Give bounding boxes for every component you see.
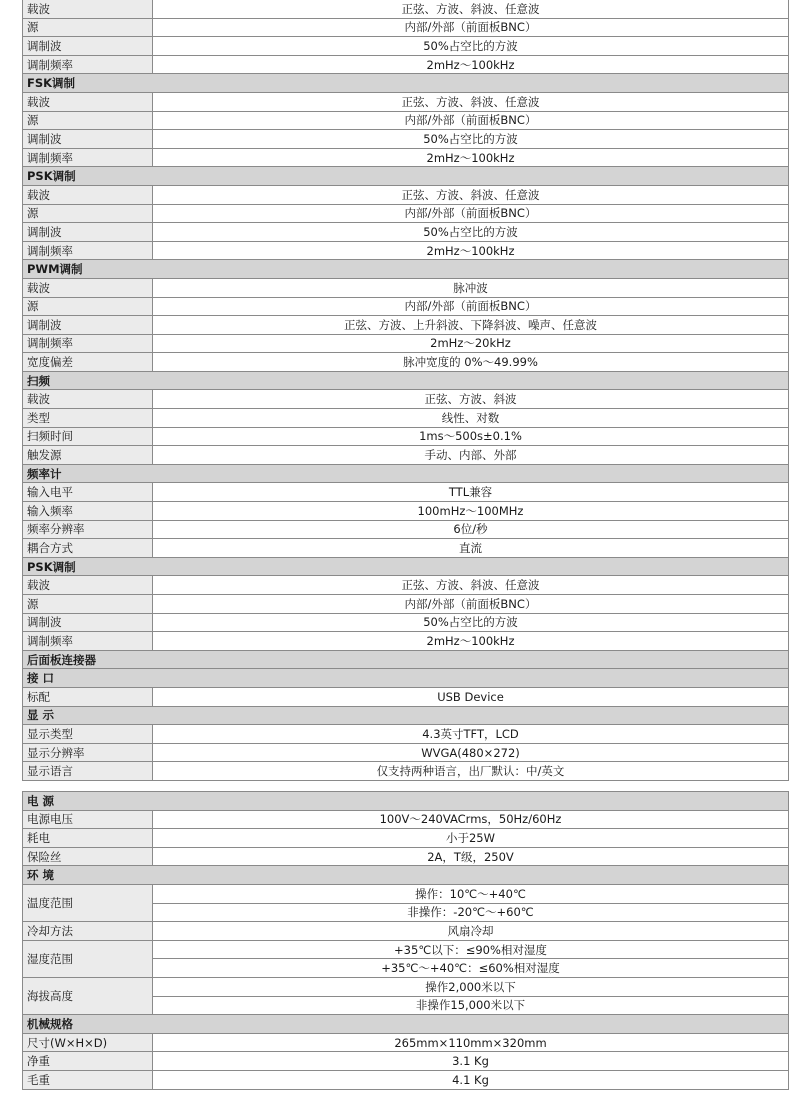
section-header-row: [23, 706, 789, 725]
spec-label: 显示分辨率: [23, 743, 153, 762]
spec-label: 载波: [23, 278, 153, 297]
spec-label: 源: [23, 297, 153, 316]
section-title: 机械规格: [23, 1015, 789, 1034]
spec-label: 载波: [23, 185, 153, 204]
spec-value: 非操作15,000米以下: [153, 996, 789, 1015]
spec-label: 源: [23, 204, 153, 223]
spec-label: 调制频率: [23, 334, 153, 353]
spec-row: [23, 847, 789, 866]
spec-value: 2mHz～100kHz: [153, 148, 789, 167]
spec-value: 2mHz～20kHz: [153, 334, 789, 353]
spec-row: [23, 409, 789, 428]
section-title: 电 源: [23, 792, 789, 811]
spec-label: 类型: [23, 409, 153, 428]
spec-value: 6位/秒: [153, 520, 789, 539]
spec-label: 触发源: [23, 446, 153, 465]
spec-value: 2mHz～100kHz: [153, 632, 789, 651]
spec-value: 内部/外部（前面板BNC）: [153, 18, 789, 37]
spec-value: 正弦、方波、上升斜波、下降斜波、噪声、任意波: [153, 316, 789, 335]
spec-label: 调制波: [23, 130, 153, 149]
spec-row: [23, 1070, 789, 1089]
spec-value: 2mHz～100kHz: [153, 55, 789, 74]
spec-label: 频率分辨率: [23, 520, 153, 539]
spec-value: 正弦、方波、斜波、任意波: [153, 576, 789, 595]
spec-label: 调制频率: [23, 632, 153, 651]
section-header-row: [23, 669, 789, 688]
spec-value: +35℃以下：≤90%相对湿度: [153, 940, 789, 959]
spec-label: 显示类型: [23, 725, 153, 744]
spec-row: [23, 278, 789, 297]
spec-value: 线性、对数: [153, 409, 789, 428]
spec-label: 载波: [23, 92, 153, 111]
spec-row: [23, 810, 789, 829]
spec-value: 脉冲宽度的 0%～49.99%: [153, 353, 789, 372]
section-header-row: [23, 464, 789, 483]
spec-value: 50%占空比的方波: [153, 613, 789, 632]
spec-value: 内部/外部（前面板BNC）: [153, 204, 789, 223]
spec-value: 内部/外部（前面板BNC）: [153, 595, 789, 614]
spec-row: [23, 130, 789, 149]
spec-label: 调制波: [23, 223, 153, 242]
spec-row: [23, 334, 789, 353]
section-header-row: [23, 74, 789, 93]
spec-value: 100mHz～100MHz: [153, 502, 789, 521]
section-title: 接 口: [23, 669, 789, 688]
spec-value: 仅支持两种语言，出厂默认：中/英文: [153, 762, 789, 781]
spec-row: [23, 977, 789, 996]
section-header-row: [23, 866, 789, 885]
spec-value: 50%占空比的方波: [153, 223, 789, 242]
spec-row: [23, 353, 789, 372]
spec-value: 4.1 Kg: [153, 1070, 789, 1089]
spec-row: [23, 539, 789, 558]
spec-label: 保险丝: [23, 847, 153, 866]
spec-value: 正弦、方波、斜波、任意波: [153, 92, 789, 111]
spec-label: 调制波: [23, 613, 153, 632]
spec-label: 调制波: [23, 316, 153, 335]
spec-label: 载波: [23, 390, 153, 409]
spec-label: 净重: [23, 1052, 153, 1071]
spec-value: 4.3英寸TFT，LCD: [153, 725, 789, 744]
section-header-row: [23, 167, 789, 186]
section-title: 扫频: [23, 371, 789, 390]
spec-value: WVGA(480×272): [153, 743, 789, 762]
spec-value: 正弦、方波、斜波、任意波: [153, 185, 789, 204]
spec-label: 输入电平: [23, 483, 153, 502]
spec-row: [23, 92, 789, 111]
spec-row: [23, 1033, 789, 1052]
spec-value: 正弦、方波、斜波、任意波: [153, 0, 789, 18]
spec-value: 内部/外部（前面板BNC）: [153, 297, 789, 316]
spec-value: 内部/外部（前面板BNC）: [153, 111, 789, 130]
spec-label: 源: [23, 595, 153, 614]
spec-table-general: [22, 791, 789, 1090]
spec-label: 标配: [23, 687, 153, 706]
spec-row: [23, 18, 789, 37]
spec-label: 尺寸(W×H×D): [23, 1033, 153, 1052]
spec-value: 50%占空比的方波: [153, 130, 789, 149]
spec-row: [23, 241, 789, 260]
spec-value: 直流: [153, 539, 789, 558]
spec-value: 风扇冷却: [153, 922, 789, 941]
spec-value: 1ms～500s±0.1%: [153, 427, 789, 446]
spec-row: [23, 1052, 789, 1071]
spec-row: [23, 884, 789, 903]
section-title: PWM调制: [23, 260, 789, 279]
section-header-row: [23, 371, 789, 390]
spec-label: 海拔高度: [23, 977, 153, 1014]
spec-row: [23, 829, 789, 848]
spec-row: [23, 576, 789, 595]
spec-row: [23, 922, 789, 941]
spec-row: [23, 940, 789, 959]
spec-label: 输入频率: [23, 502, 153, 521]
spec-table-modulation: [22, 0, 789, 781]
spec-value: 2A，T级，250V: [153, 847, 789, 866]
spec-value: TTL兼容: [153, 483, 789, 502]
spec-label: 毛重: [23, 1070, 153, 1089]
spec-row: [23, 55, 789, 74]
spec-row: [23, 687, 789, 706]
spec-label: 调制频率: [23, 241, 153, 260]
spec-label: 宽度偏差: [23, 353, 153, 372]
spec-value: 2mHz～100kHz: [153, 241, 789, 260]
spec-label: 冷却方法: [23, 922, 153, 941]
spec-row: [23, 204, 789, 223]
spec-row: [23, 111, 789, 130]
spec-label: 源: [23, 111, 153, 130]
spec-label: 载波: [23, 0, 153, 18]
spec-row: [23, 595, 789, 614]
spec-row: [23, 762, 789, 781]
spec-row: [23, 427, 789, 446]
spec-label: 调制频率: [23, 148, 153, 167]
section-header-row: [23, 650, 789, 669]
spec-row: [23, 148, 789, 167]
spec-row: [23, 316, 789, 335]
spec-row: [23, 613, 789, 632]
spec-row: [23, 743, 789, 762]
spec-label: 调制频率: [23, 55, 153, 74]
spec-value: +35℃～+40℃：≤60%相对湿度: [153, 959, 789, 978]
spec-value: 265mm×110mm×320mm: [153, 1033, 789, 1052]
section-title: 环 境: [23, 866, 789, 885]
section-title: FSK调制: [23, 74, 789, 93]
spec-row: [23, 502, 789, 521]
section-header-row: [23, 557, 789, 576]
spec-row: [23, 0, 789, 18]
spec-row: [23, 223, 789, 242]
spec-value: USB Device: [153, 687, 789, 706]
spec-label: 耗电: [23, 829, 153, 848]
spec-label: 电源电压: [23, 810, 153, 829]
spec-value: 正弦、方波、斜波: [153, 390, 789, 409]
spec-row: [23, 520, 789, 539]
spec-label: 源: [23, 18, 153, 37]
section-title: PSK调制: [23, 167, 789, 186]
spec-value: 操作2,000米以下: [153, 977, 789, 996]
spec-row: [23, 483, 789, 502]
section-title: PSK调制: [23, 557, 789, 576]
spec-value: 手动、内部、外部: [153, 446, 789, 465]
section-title: 显 示: [23, 706, 789, 725]
spec-row: [23, 725, 789, 744]
section-header-row: [23, 1015, 789, 1034]
spec-row: [23, 185, 789, 204]
spec-value: 非操作：-20℃～+60℃: [153, 903, 789, 922]
spec-label: 湿度范围: [23, 940, 153, 977]
spec-row: [23, 446, 789, 465]
spec-row: [23, 632, 789, 651]
spec-row: [23, 390, 789, 409]
spec-value: 小于25W: [153, 829, 789, 848]
spec-value: 3.1 Kg: [153, 1052, 789, 1071]
spec-label: 扫频时间: [23, 427, 153, 446]
section-title: 后面板连接器: [23, 650, 789, 669]
spec-value: 50%占空比的方波: [153, 37, 789, 56]
spec-value: 100V～240VACrms，50Hz/60Hz: [153, 810, 789, 829]
spec-label: 耦合方式: [23, 539, 153, 558]
spec-label: 载波: [23, 576, 153, 595]
spec-label: 温度范围: [23, 884, 153, 921]
spec-value: 操作：10℃～+40℃: [153, 884, 789, 903]
section-title: 频率计: [23, 464, 789, 483]
spec-label: 显示语言: [23, 762, 153, 781]
spec-row: [23, 37, 789, 56]
spec-value: 脉冲波: [153, 278, 789, 297]
section-header-row: [23, 792, 789, 811]
spec-row: [23, 297, 789, 316]
section-header-row: [23, 260, 789, 279]
spec-label: 调制波: [23, 37, 153, 56]
